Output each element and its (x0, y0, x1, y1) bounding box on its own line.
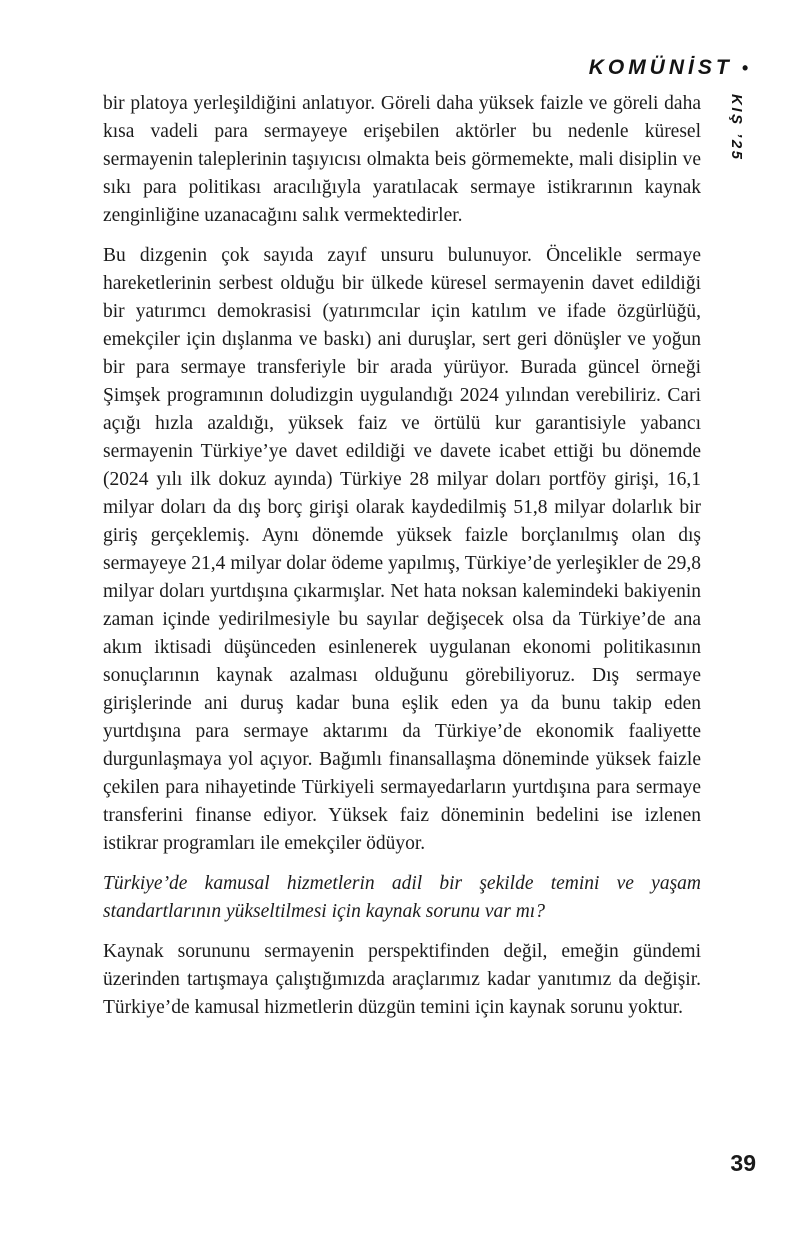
interview-question: Türkiye’de kamusal hizmetlerin adil bir şekilde temini ve yaşam standartlarının yükseltilmesi için kaynak sorunu var mı? (103, 873, 701, 922)
article-body (103, 90, 701, 1034)
page-number: 39 (730, 1150, 756, 1176)
issue-label: KIŞ ’25 (728, 94, 745, 162)
paragraph-answer: Kaynak sorununu sermayenin perspektifinden değil, emeğin gündemi üzerinden tartışmaya çalıştığımızda araçlarımız kadar yanıtımız da değişir. Türkiye’de kamusal hizmetlerin düzgün temini için kaynak sorunu yoktur. (103, 941, 701, 1018)
paragraph-analysis: Bu dizgenin çok sayıda zayıf unsuru bulunuyor. Öncelikle sermaye hareketlerinin serbest olduğu bir ülkede küresel sermayenin davet edildiği bir yatırımcı demokrasisi (yatırımcılar için katılım ve ifade özgürlüğü, emekçiler için dışlanma ve baskı) ani duruşlar, sert geri dönüşler ve yoğun bir para sermaye transferiyle bir arada yürüyor. Burada güncel örneği Şimşek programının doludizgin uygulandığı 2024 yılından verebiliriz. Cari açığı hızla azaldığı, yüksek faiz ve örtülü kur garantisiyle yabancı sermayenin Türkiye’ye davet edildiği ve davete icabet ettiği bu dönemde (2024 yılı ilk dokuz ayında) Türkiye 28 milyar doları portföy girişi, 16,1 milyar doları da dış borç girişi olarak kaydedilmiş 51,8 milyar dolarlık bir giriş gerçeklemiş. Aynı dönemde yüksek faizle borçlanılmış olan dış sermayeye 21,4 milyar dolar ödeme yapılmış, Türkiye’de yerleşikler de 29,8 milyar doları yurtdışına çıkarmışlar. Net hata noksan kalemindeki bakiyenin zaman içinde yedirilmesiyle bu sayılar değişecek olsa da Türkiye’de ana akım iktisadi düşünceden esinlenerek uygulanan ekonomi politikasının sonuçlarının kaynak azalması olduğunu görebiliyoruz. Dış sermaye girişlerinde ani duruş kadar buna eşlik eden ya da bunu takip eden yurtdışına para sermaye aktarımı da Türkiye’de ekonomik faaliyette durgunlaşmaya yol açıyor. Bağımlı finansallaşma döneminde yüksek faizle çekilen para nihayetinde Türkiyeli sermayedarların yurtdışına para sermaye transferini finanse ediyor. Yüksek faiz döneminin bedelini ise izlenen istikrar programları ile emekçiler ödüyor. (103, 245, 701, 854)
paragraph-continuation: bir platoya yerleşildiğini anlatıyor. Göreli daha yüksek faizle ve göreli daha kısa vadeli para sermayeye erişebilen aktörler bu nedenle küresel sermayenin taleplerinin taşıyıcısı olmakta beis görmemekte, mali disiplin ve sıkı para politikası aracılığıyla yaratılacak sermaye istikrarının kaynak zenginliğine uzanacağını salık vermektedirler. (103, 93, 701, 226)
journal-title: KOMÜNİST (588, 56, 733, 79)
journal-masthead (589, 56, 748, 80)
bullet-separator-icon: • (741, 58, 748, 78)
